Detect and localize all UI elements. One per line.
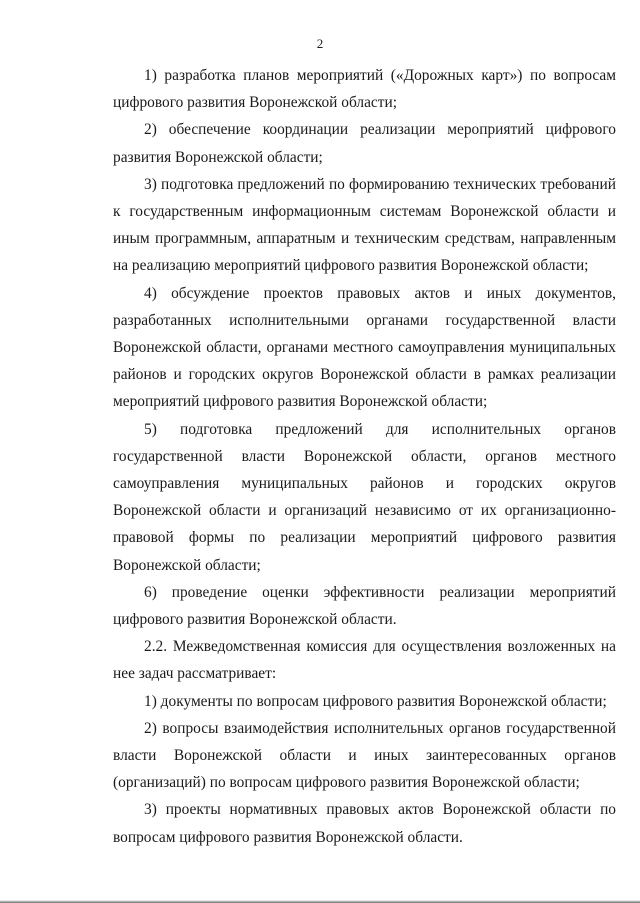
- paragraph-item-4: 4) обсуждение проектов правовых актов и иных документов, разработанных исполнительными органами государственной власти Воронежской области, органами местного самоуправления муниципальных районов и городских округов Воронежской области в рамках реализации мероприятий цифрового развития Воронежской области;: [113, 284, 616, 411]
- paragraph-subitem-1: 1) документы по вопросам цифрового развития Воронежской области;: [144, 692, 607, 710]
- page-number: 2: [316, 36, 324, 51]
- paragraph-item-6: 6) проведение оценки эффективности реализации мероприятий цифрового развития Воронежской области.: [113, 583, 616, 629]
- paragraph-item-1: 1) разработка планов мероприятий («Дорожных карт») по вопросам цифрового развития Воронежской области;: [113, 67, 616, 112]
- document-body: [113, 62, 616, 851]
- paragraph-item-2: 2) обеспечение координации реализации мероприятий цифрового развития Воронежской области;: [113, 121, 616, 166]
- paragraph-subitem-2: 2) вопросы взаимодействия исполнительных органов государственной власти Воронежской области и иных заинтересованных органов (организаций) по вопросам цифрового развития Воронежской области;: [113, 719, 616, 792]
- paragraph-item-3: 3) подготовка предложений по формированию технических требований к государственным информационным системам Воронежской области и иным программным, аппаратным и техническим средствам, направленным на реализацию мероприятий цифрового развития Воронежской области;: [113, 175, 616, 275]
- paragraph-subitem-3: 3) проекты нормативных правовых актов Воронежской области по вопросам цифрового развития Воронежской области.: [113, 801, 616, 846]
- paragraph-item-5: 5) подготовка предложений для исполнительных органов государственной власти Воронежской области, органов местного самоуправления муниципальных районов и городских округов Воронежской области и организаций независимо от их организационно-правовой формы по реализации мероприятий цифрового развития Воронежской области;: [113, 420, 616, 574]
- paragraph-section-2-2: 2.2. Межведомственная комиссия для осуществления возложенных на нее задач рассматривает:: [113, 638, 616, 683]
